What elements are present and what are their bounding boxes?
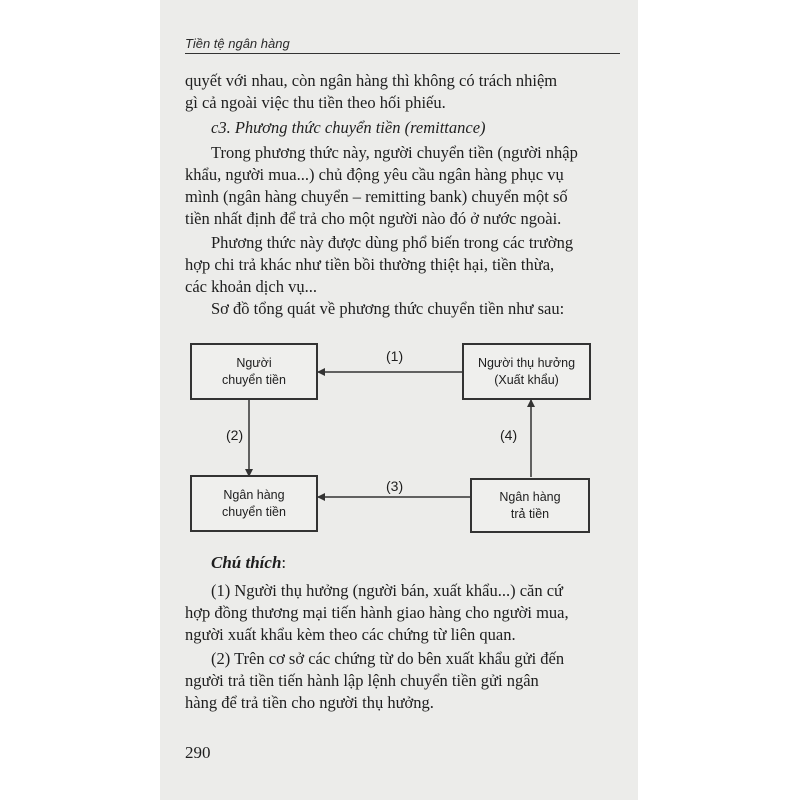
note-item-1 bbox=[185, 580, 620, 646]
notes-heading bbox=[211, 553, 286, 573]
text-line: khẩu, người mua...) chủ động yêu cầu ngân hàng phục vụ bbox=[185, 165, 564, 184]
text-line: người xuất khẩu kèm theo các chứng từ liên quan. bbox=[185, 625, 516, 644]
node-label-line: chuyển tiền bbox=[222, 504, 286, 519]
node-label-line: Ngân hàng bbox=[223, 487, 285, 502]
text-line: hợp đồng thương mại tiến hành giao hàng cho người mua, bbox=[185, 603, 569, 622]
notes-heading-text: Chú thích bbox=[211, 553, 282, 572]
note-item-2 bbox=[185, 648, 620, 714]
text-line: quyết với nhau, còn ngân hàng thì không có trách nhiệm bbox=[185, 71, 558, 90]
text-line: Phương thức này được dùng phổ biến trong các trường bbox=[211, 233, 574, 252]
text-line: Trong phương thức này, người chuyển tiền (người nhập bbox=[211, 143, 578, 162]
node-label-line: Ngân hàng bbox=[499, 489, 561, 504]
text-line: (1) Người thụ hưởng (người bán, xuất khẩu...) căn cứ bbox=[211, 581, 563, 600]
text-line: (2) Trên cơ sở các chứng từ do bên xuất khẩu gửi đến bbox=[211, 649, 565, 668]
text-line: hợp chi trả khác như tiền bồi thường thiệt hại, tiền thừa, bbox=[185, 255, 555, 274]
node-label-line: (Xuất khẩu) bbox=[494, 372, 559, 387]
step-label-1: (1) bbox=[386, 348, 404, 364]
text-line: hàng để trả tiền cho người thụ hưởng. bbox=[185, 693, 434, 712]
node-paying-bank bbox=[470, 478, 590, 533]
step-label-2: (2) bbox=[226, 427, 244, 443]
running-header: Tiền tệ ngân hàng bbox=[185, 36, 290, 51]
page-number: 290 bbox=[185, 743, 211, 762]
section-heading: c3. Phương thức chuyển tiền (remittance) bbox=[211, 118, 486, 137]
node-remitting-bank bbox=[190, 475, 318, 532]
node-label-line: Người thụ hưởng bbox=[477, 355, 576, 370]
text-line: Sơ đồ tổng quát về phương thức chuyển tiền như sau: bbox=[211, 299, 565, 318]
step-label-4: (4) bbox=[500, 427, 518, 443]
notes-heading-colon: : bbox=[281, 553, 287, 572]
node-label-line: trả tiền bbox=[510, 506, 550, 521]
text-line: gì cả ngoài việc thu tiền theo hối phiếu. bbox=[185, 93, 446, 112]
text-line: mình (ngân hàng chuyển – remitting bank) chuyển một số bbox=[185, 187, 568, 206]
node-remitter bbox=[190, 343, 318, 400]
text-line: người trả tiền tiến hành lập lệnh chuyển tiền gửi ngân bbox=[185, 671, 539, 690]
text-line: tiền nhất định để trả cho một người nào đó ở nước ngoài. bbox=[185, 209, 562, 228]
node-beneficiary bbox=[462, 343, 591, 400]
node-label-line: chuyển tiền bbox=[222, 372, 286, 387]
step-label-3: (3) bbox=[386, 478, 404, 494]
node-label-line: Người bbox=[236, 355, 272, 370]
text-line: các khoản dịch vụ... bbox=[185, 277, 317, 296]
